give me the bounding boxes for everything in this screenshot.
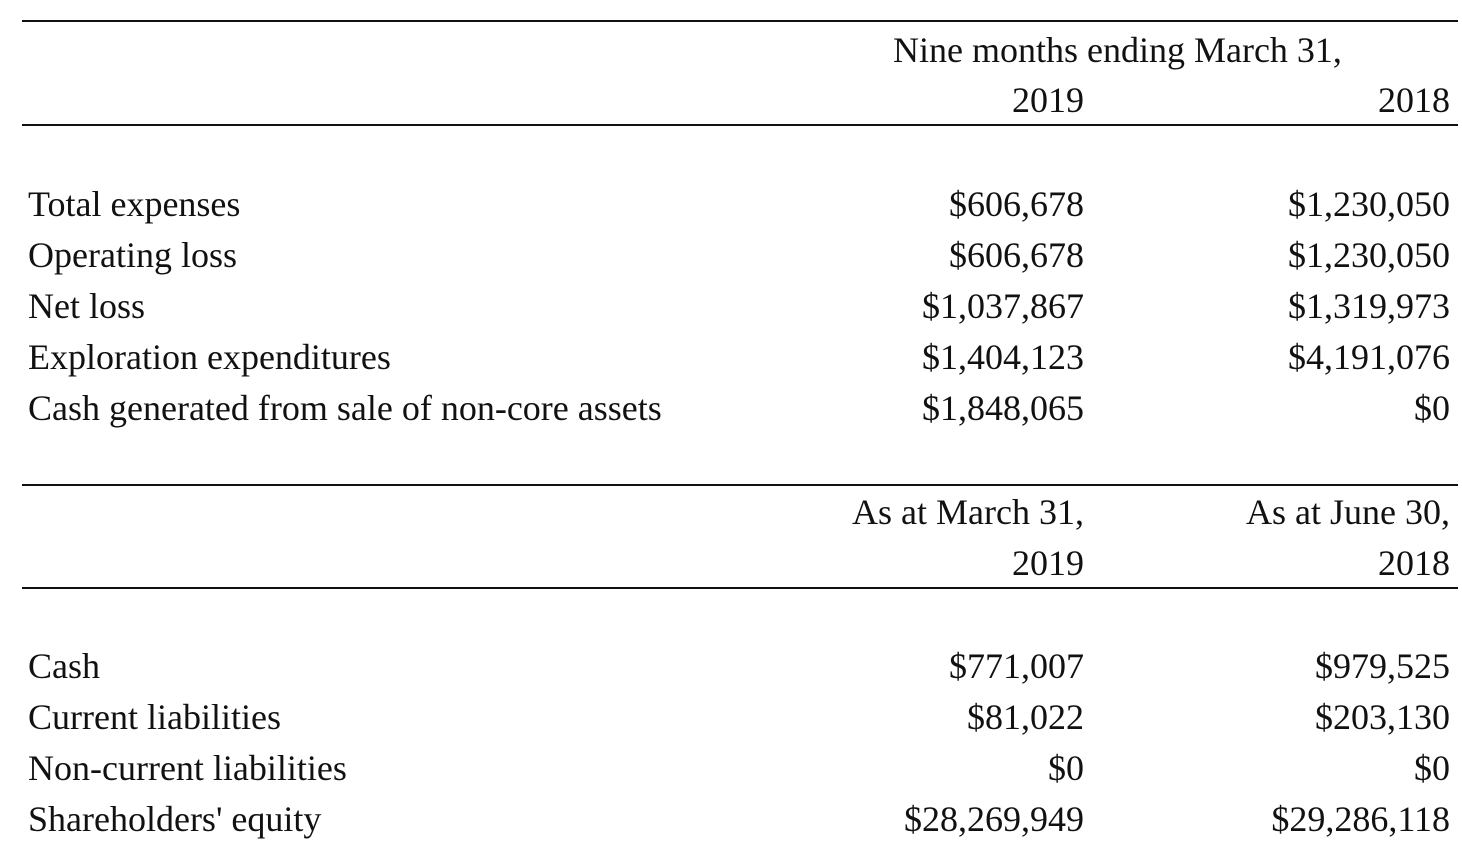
section2-col1-header-line2: 2019 [1012, 543, 1084, 583]
row-label: Non-current liabilities [28, 748, 347, 788]
section2-header-rule [22, 587, 1458, 589]
row-value-2019: $606,678 [949, 184, 1084, 224]
section1-header-rule [22, 124, 1458, 126]
row-value-2018: $1,319,973 [1288, 286, 1450, 326]
row-value-2018: $203,130 [1315, 697, 1450, 737]
row-value-2019: $1,404,123 [922, 337, 1084, 377]
section2-col2-header-line1: As at June 30, [1246, 492, 1450, 532]
row-label: Cash generated from sale of non-core assets [28, 388, 662, 428]
row-value-2018: $29,286,118 [1271, 799, 1450, 839]
row-label: Cash [28, 646, 100, 686]
section1-col-2018-header: 2018 [1378, 80, 1450, 120]
row-value-2019: $1,037,867 [922, 286, 1084, 326]
row-value-2019: $606,678 [949, 235, 1084, 275]
row-label: Total expenses [28, 184, 241, 224]
row-value-2019: $1,848,065 [922, 388, 1084, 428]
section2-col1-header-line1: As at March 31, [852, 492, 1084, 532]
row-label: Exploration expenditures [28, 337, 391, 377]
row-value-2019: $0 [1048, 748, 1084, 788]
section2-top-rule [22, 484, 1458, 486]
section2-col2-header-line2: 2018 [1378, 543, 1450, 583]
row-label: Operating loss [28, 235, 237, 275]
row-label: Shareholders' equity [28, 799, 322, 839]
section1-col-2019-header: 2019 [1012, 80, 1084, 120]
row-value-2019: $28,269,949 [904, 799, 1084, 839]
row-label: Current liabilities [28, 697, 281, 737]
row-value-2019: $771,007 [949, 646, 1084, 686]
row-value-2018: $0 [1414, 388, 1450, 428]
row-value-2018: $979,525 [1315, 646, 1450, 686]
row-value-2018: $1,230,050 [1288, 235, 1450, 275]
row-value-2018: $1,230,050 [1288, 184, 1450, 224]
row-value-2018: $0 [1414, 748, 1450, 788]
row-label: Net loss [28, 286, 145, 326]
section1-top-rule [22, 20, 1458, 22]
row-value-2019: $81,022 [967, 697, 1084, 737]
section1-period-header: Nine months ending March 31, [893, 30, 1342, 70]
row-value-2018: $4,191,076 [1288, 337, 1450, 377]
